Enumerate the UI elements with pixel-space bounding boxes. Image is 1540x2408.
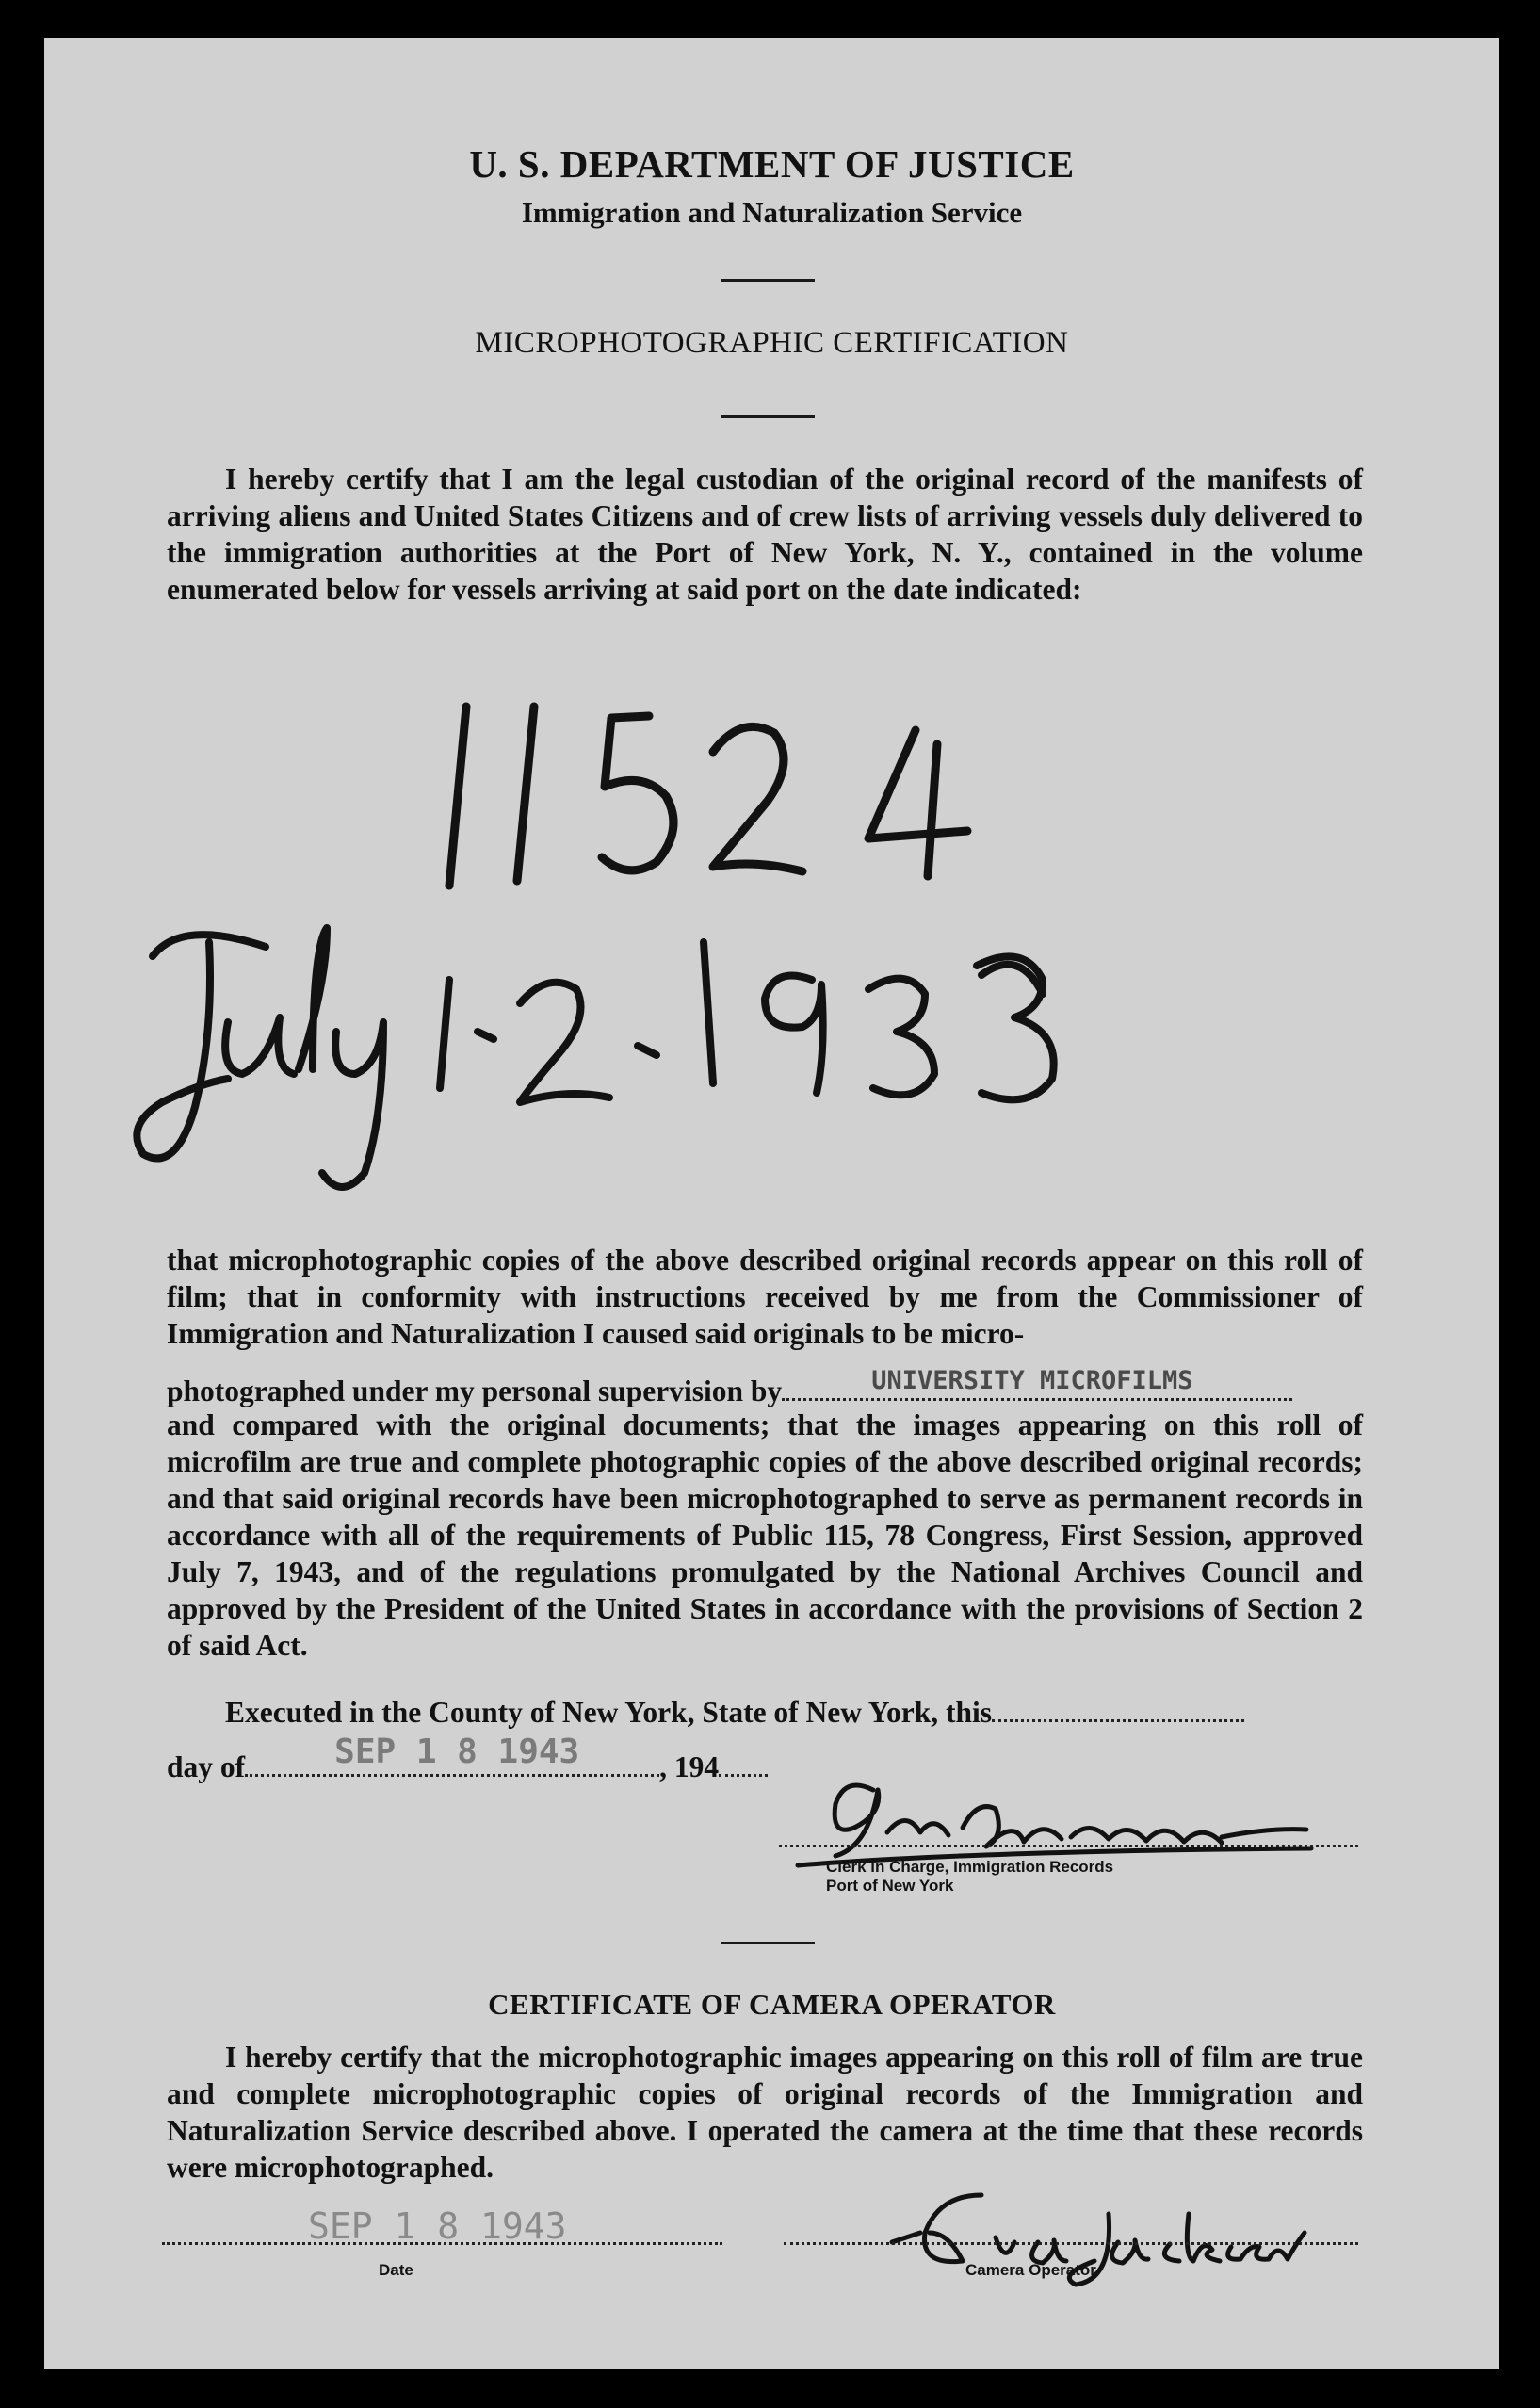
year-prefix: , 194 [659, 1750, 720, 1783]
clerk-caption [826, 1858, 1113, 1895]
day-of-dotted-line [245, 1733, 659, 1777]
date-signature-line [162, 2242, 722, 2245]
clerk-title: Clerk in Charge, Immigration Records [826, 1858, 1114, 1876]
department-heading: U. S. DEPARTMENT OF JUSTICE [469, 142, 1075, 186]
body-paragraph-part2: and compared with the original documents; that the images appearing on this roll of microfilm are true and complete photographic copies of the above described original records; and that said original records have been microphotographed to serve as permanent records in accordance with all of the requirements of Public 115, 78 Congress, First Session, approved July 7, 1943, and of the regulations promulgated by the National Archives Council and approved by the President of the United States in accordance with the provisions of Section 2 of said Act. [167, 1408, 1363, 1662]
operator-signature-line [784, 2242, 1358, 2245]
body-paragraph-part1: that microphotographic copies of the above described original records appear on this roll of film; that in conformity with instructions received by me from the Commissioner of Immigration and Naturalization I caused said originals to be micro- [167, 1244, 1363, 1350]
certification-title: MICROPHOTOGRAPHIC CERTIFICATION [475, 326, 1069, 360]
supervision-line [167, 1366, 1363, 1408]
handwritten-date [124, 890, 1349, 1201]
heading-divider-top [721, 279, 815, 282]
date-caption: Date [379, 2261, 413, 2279]
certificate-page [44, 38, 1499, 2369]
camera-date-stamp: SEP 1 8 1943 [308, 2205, 567, 2247]
executed-line [225, 1691, 1244, 1730]
supervision-label: photographed under my personal supervision by [167, 1375, 783, 1407]
camera-operator-paragraph: I hereby certify that the microphotographic images appearing on this roll of film are true and complete microphotographic copies of original records of the Immigration and Naturalization Service described above. I operated the camera at the time that these records were microphotographed. [167, 2041, 1363, 2184]
service-subheading: Immigration and Naturalization Service [521, 196, 1023, 229]
year-dotted-line [719, 1746, 768, 1777]
camera-operator-signature [873, 2176, 1401, 2289]
camera-operator-title: CERTIFICATE OF CAMERA OPERATOR [488, 1988, 1056, 2021]
section-divider [721, 1942, 815, 1944]
clerk-signature-line [779, 1845, 1358, 1847]
operator-caption: Camera Operator [965, 2261, 1096, 2279]
executed-label: Executed in the County of New York, State of New York, this [225, 1696, 993, 1729]
day-of-label: day of [167, 1750, 246, 1783]
clerk-office: Port of New York [826, 1877, 954, 1895]
heading-divider-bottom [721, 415, 815, 418]
microfilm-company-stamp: UNIVERSITY MICROFILMS [871, 1366, 1193, 1395]
handwritten-volume-number [402, 678, 1062, 904]
executed-dotted-line [992, 1691, 1244, 1722]
executed-date-stamp: SEP 1 8 1943 [334, 1733, 580, 1771]
day-of-line [167, 1733, 768, 1784]
supervision-dotted-line [782, 1366, 1292, 1401]
intro-paragraph: I hereby certify that I am the legal custodian of the original record of the manifests of arriving aliens and United States Citizens and of crew lists of arriving vessels duly delivered to the immigration authorities at the Port of New York, N. Y., contained in the volume enumerated below for vessels arriving at said port on the date indicated: [167, 463, 1363, 606]
